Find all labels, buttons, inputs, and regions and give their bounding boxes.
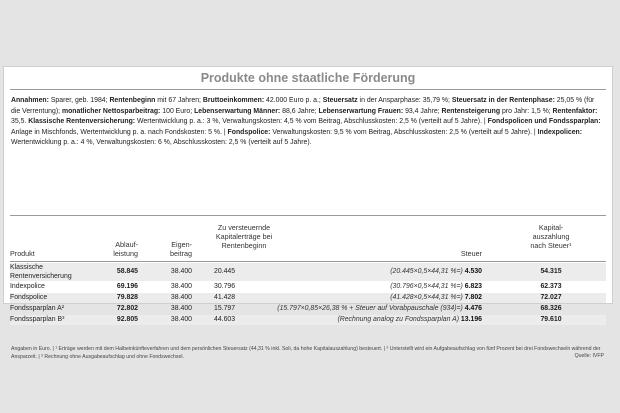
assumption-text: 93,4 Jahre; [403, 107, 442, 115]
cell-kapitalauszahlung: 68.326 [540, 305, 562, 312]
cell-zu-versteuernde: 41.428 [214, 294, 236, 301]
assumption-label: Annahmen: [11, 97, 49, 104]
cell-eigenbeitrag: 38.400 [170, 268, 192, 275]
cell-steuer [390, 268, 482, 277]
assumption-text: in der Ansparphase: 35,79 %; [357, 97, 452, 104]
cell-steuer-calculation: (Rechnung analog zu Fondssparplan A) [337, 316, 461, 323]
assumption-text: Verwaltungskosten: 9,5 % vom Beitrag, Abschlusskosten: 2,5 % (verteilt auf 5 Jahre). | [270, 128, 538, 136]
cell-eigenbeitrag: 38.400 [170, 294, 192, 301]
cell-steuer-calculation: (20.445×0,5×44,31 %=) [390, 268, 465, 275]
source-label: Quelle: IVFP [574, 353, 604, 359]
cell-steuer-calculation: (15.797×0,85×26,38 % + Steuer auf Vorabpauschale (934)=) [277, 305, 465, 312]
assumptions-paragraph [11, 96, 605, 149]
cell-kapitalauszahlung: 54.315 [540, 268, 562, 275]
header-zu-versteuernde: Zu versteuernde Kapitalerträge bei Rentenbeginn [215, 223, 273, 250]
assumption-label: monatlicher Nettosparbeitrag: [61, 107, 161, 115]
assumption-text: mit 67 Jahren; [155, 97, 203, 104]
cell-produkt: Fondssparplan B³ [10, 316, 65, 323]
header-divider [10, 261, 606, 262]
assumption-text: Sparer, geb. 1984; [48, 97, 110, 104]
cell-ablaufleistung: 79.828 [116, 294, 138, 301]
cell-steuer-calculation: (41.428×0,5×44,31 %=) [390, 294, 465, 301]
assumption-label: Fondspolice: [227, 128, 271, 136]
assumption-text: 25,05 % (für die Verrentung); [11, 97, 595, 115]
cell-zu-versteuernde: 15.797 [214, 305, 236, 312]
cell-produkt: Fondspolice [10, 294, 48, 301]
assumption-text: Wertentwicklung p. a.: 4 %, Verwaltungskosten: 6 %, Abschlusskosten: 2,5 % (verteilt auf 5 Jahre). [11, 139, 312, 147]
header-ablaufleistung: Ablauf- leistung [113, 240, 138, 258]
cell-zu-versteuernde: 20.445 [214, 268, 236, 275]
cell-ablaufleistung: 58.845 [116, 268, 138, 275]
assumptions-divider [10, 215, 606, 216]
cell-steuer-value: 6.823 [464, 283, 482, 290]
cell-ablaufleistung: 72.802 [116, 305, 138, 312]
header-steuer: Steuer [460, 249, 482, 258]
assumption-label: Bruttoeinkommen: [202, 97, 265, 104]
footnotes: Angaben in Euro. | ¹ Erträge werden mit dem Halbeinkünfteverfahren und dem persönlichen Steuersatz (44,31 % inkl. Soli, da hohe Kapitalauszahlung) besteuert. | ² Unterstellt wird ein Aufgabeaufschlag von fünf Prozent bei drei Fondswechseln während der Ansparzeit. | ³ Rechnung ohne Ausgabeaufschlag und ohne Fondswechsel. [11, 346, 601, 360]
header-kapitalauszahlung: Kapital- auszahlung nach Steuer¹ [530, 223, 572, 250]
assumption-label: Steuersatz [322, 97, 358, 104]
cell-steuer [337, 316, 482, 325]
header-produkt: Produkt [10, 249, 35, 258]
cell-steuer-value: 4.476 [464, 305, 482, 312]
cell-ablaufleistung: 92.805 [116, 316, 138, 323]
cell-produkt: Klassische Rentenversicherung [10, 264, 72, 280]
table-title: Produkte ohne staatliche Förderung [200, 71, 416, 85]
cell-zu-versteuernde: 30.796 [214, 283, 236, 290]
cell-steuer [390, 283, 482, 292]
cell-eigenbeitrag: 38.400 [170, 305, 192, 312]
assumption-text: 88,6 Jahre; [280, 107, 319, 115]
assumption-label: Lebenserwartung Frauen: [318, 107, 404, 115]
assumption-label: Fondspolicen und Fondssparplan: [487, 118, 601, 126]
assumption-text: Anlage in Mischfonds, Wertentwicklung p. a. nach Fondskosten: 5 %. | [11, 128, 228, 136]
assumption-label: Lebenserwartung Männer: [194, 107, 281, 115]
cell-produkt: Indexpolice [10, 283, 45, 290]
cell-steuer-value: 7.802 [464, 294, 482, 301]
cell-steuer-calculation: (30.796×0,5×44,31 %=) [390, 283, 465, 290]
title-divider [10, 89, 606, 90]
info-card [3, 66, 613, 360]
header-eigenbeitrag: Eigen- beitrag [170, 240, 192, 258]
cell-steuer-value: 4.530 [464, 268, 482, 275]
cell-ablaufleistung: 69.196 [116, 283, 138, 290]
assumption-label: Steuersatz in der Rentenphase: [451, 97, 555, 104]
cell-kapitalauszahlung: 62.373 [540, 283, 562, 290]
assumption-label: Rentenfaktor: [552, 107, 598, 115]
cell-steuer [390, 294, 482, 303]
cell-kapitalauszahlung: 79.610 [540, 316, 562, 323]
assumption-label: Rentenbeginn [109, 97, 156, 104]
assumption-text: 35,5. [11, 118, 29, 126]
assumption-text: Wertentwicklung p. a.: 3 %, Verwaltungskosten: 4,5 % vom Beitrag, Abschlusskosten: 2,5 % (verteilt auf 5 Jahre). | [135, 118, 488, 126]
cell-eigenbeitrag: 38.400 [170, 316, 192, 323]
cell-produkt: Fondssparplan A² [10, 305, 65, 312]
cell-steuer-value: 13.196 [460, 316, 482, 323]
assumption-text: pro Jahr: 1,5 %; [500, 107, 553, 115]
assumption-text: 100 Euro; [160, 107, 195, 115]
cell-kapitalauszahlung: 72.027 [540, 294, 562, 301]
cell-zu-versteuernde: 44.603 [214, 316, 236, 323]
assumption-text: 42.000 Euro p. a.; [264, 97, 323, 104]
assumption-label: Klassische Rentenversicherung: [28, 118, 136, 126]
assumption-label: Indexpolicen: [537, 128, 583, 136]
cell-steuer [277, 305, 482, 314]
assumption-label: Rentensteigerung [441, 107, 501, 115]
cell-eigenbeitrag: 38.400 [170, 283, 192, 290]
